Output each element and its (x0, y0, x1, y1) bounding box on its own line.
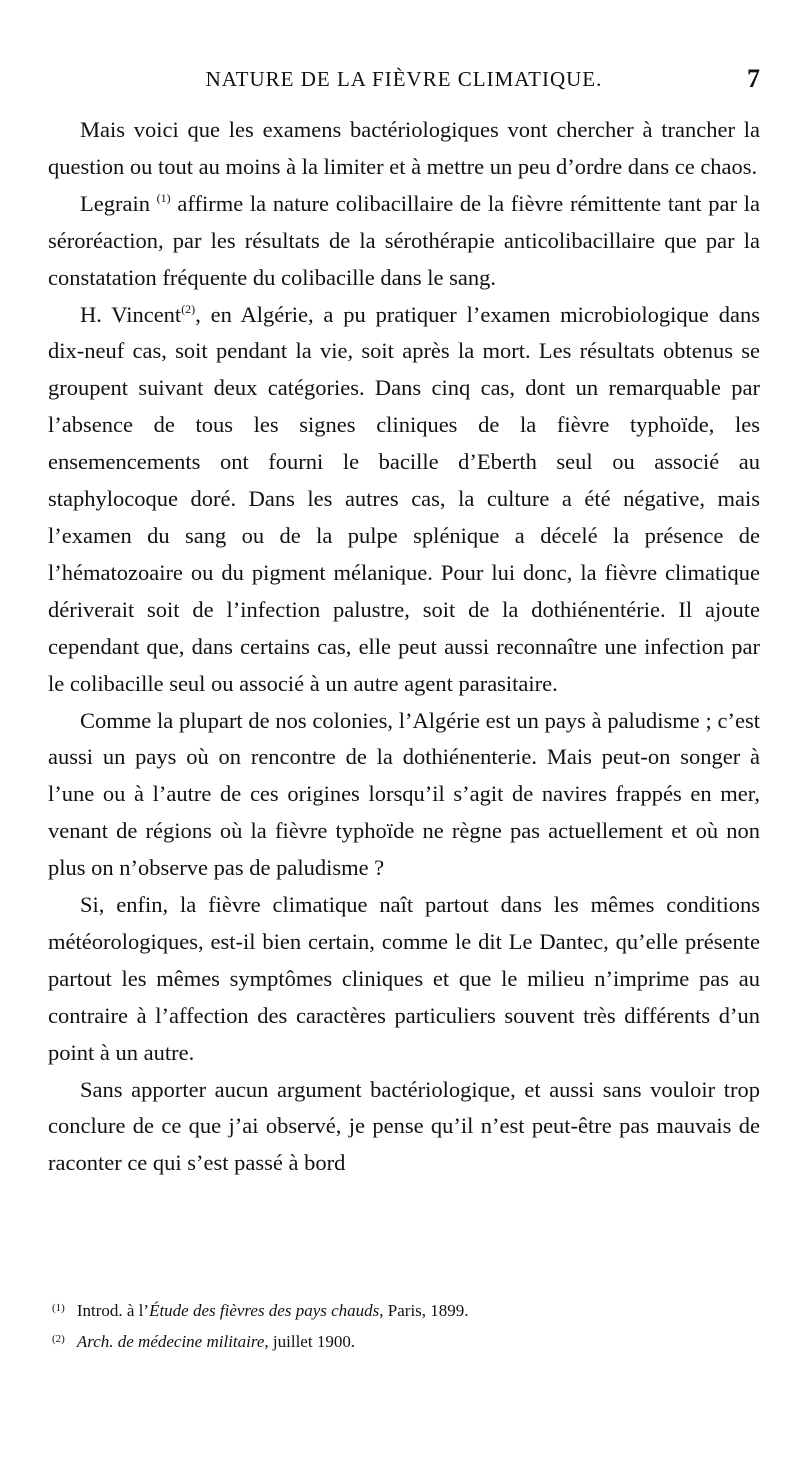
footnote-text: , Paris, 1899. (379, 1301, 469, 1320)
paragraph-text: affirme la nature colibacillaire de la fièvre rémittente tant par la séroréaction, par les résultats de la sérothérapie anticolibacillaire que par la constatation fréquente du colibacille dans le sang. (48, 190, 760, 290)
paragraph-text: Si, enfin, la fièvre climatique naît partout dans les mêmes conditions météorologiques, est-il bien certain, comme le dit Le Dantec, qu’elle présente partout les mêmes symptômes cliniques et que le milieu n’imprime pas au contraire à l’affection des caractères particuliers souvent très différents d’un point à un autre. (48, 892, 760, 1065)
footnote-reference: (2) (181, 301, 196, 316)
paragraph-text: , en Algérie, a pu pratiquer l’examen microbiologique dans dix-neuf cas, soit pendant la vie, soit après la mort. Les résultats obtenus se groupent suivant deux catégories. Dans cinq cas, dont un remarquable par l’absence de tous les signes cliniques de la fièvre typhoïde, les ensemencements ont fourni le bacille d’Eberth seul ou associé au staphylocoque doré. Dans les autres cas, la culture a été négative, mais l’examen du sang ou de la pulpe splénique a décelé la présence de l’hématozoaire ou du pigment mélanique. Pour lui donc, la fièvre climatique dériverait soit de l’infection palustre, soit de la dothiénentérie. Il ajoute cependant que, dans certains cas, elle peut aussi reconnaître une infection par le colibacille seul ou associé à un autre agent parasitaire. (48, 301, 760, 696)
paragraph (48, 112, 760, 186)
paragraph-text: Comme la plupart de nos colonies, l’Algérie est un pays à paludisme ; c’est aussi un pays où on rencontre de la dothiénenterie. Mais peut-on songer à l’une ou à l’autre de ces origines lorsqu’il s’agit de navires frappés en mer, venant de régions où la fièvre typhoïde ne règne pas actuellement et où non plus on n’observe pas de paludisme ? (48, 707, 760, 881)
paragraph (48, 1072, 760, 1183)
paragraph (48, 186, 760, 297)
page-number: 7 (747, 64, 760, 93)
footnote-reference: (1) (156, 190, 171, 205)
paragraph (48, 703, 760, 888)
page-header (48, 62, 760, 96)
footnote (48, 1325, 760, 1356)
body-text (48, 112, 760, 1182)
paragraph (48, 297, 760, 703)
footnote-title: Étude des fièvres des pays chauds (149, 1301, 380, 1320)
footnote-mark: (2) (52, 1333, 65, 1345)
footnote-mark: (1) (52, 1302, 65, 1314)
paragraph-text: Legrain (80, 190, 157, 216)
footnote-text: Introd. à l’ (76, 1301, 150, 1320)
paragraph-text: H. Vincent (80, 301, 182, 327)
footnote-title: Arch. de médecine militaire (76, 1332, 265, 1351)
paragraph (48, 887, 760, 1072)
footnote (48, 1294, 760, 1325)
paragraph-text: Sans apporter aucun argument bactériologique, et aussi sans vouloir trop conclure de ce que j’ai observé, je pense qu’il n’est peut-être pas mauvais de raconter ce qui s’est passé à bord (48, 1076, 760, 1176)
paragraph-text: Mais voici que les examens bactériologiques vont chercher à trancher la question ou tout au moins à la limiter et à mettre un peu d’ordre dans ce chaos. (48, 117, 760, 179)
footnote-text: , juillet 1900. (264, 1332, 356, 1351)
running-title: NATURE DE LA FIÈVRE CLIMATIQUE. (205, 67, 603, 91)
footnotes (48, 1294, 760, 1356)
